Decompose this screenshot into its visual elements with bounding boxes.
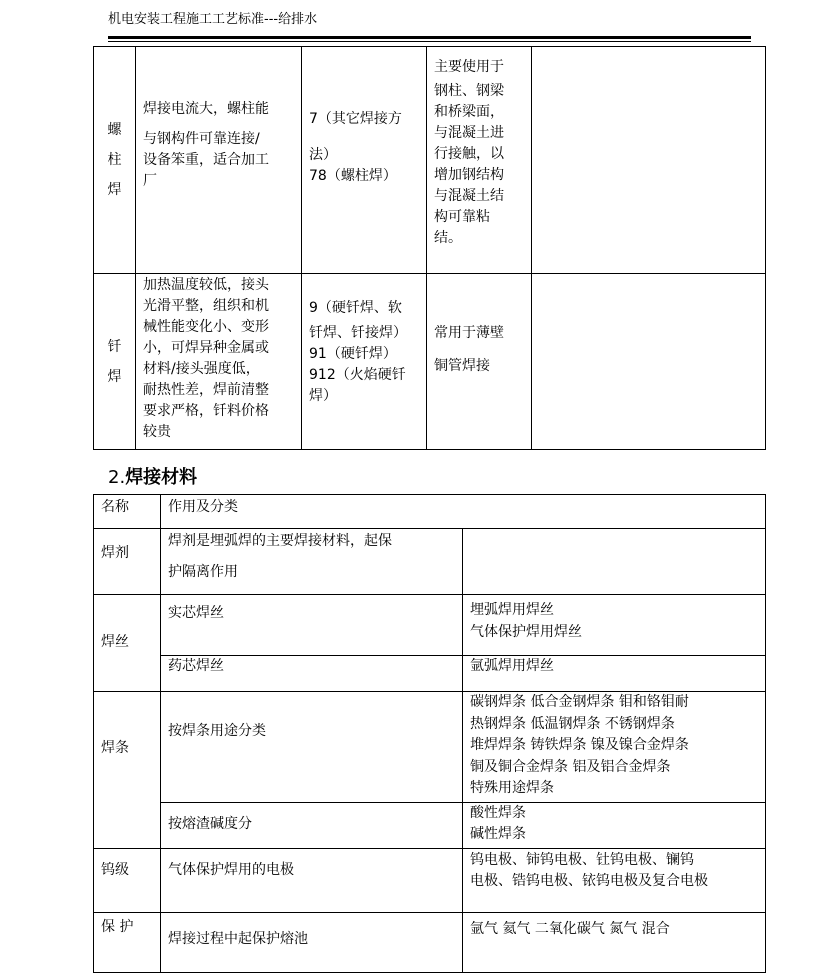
rod-by-use-cell: 按焊条用途分类 (161, 692, 463, 803)
codes-line: 钎焊、钎接焊） (309, 325, 407, 341)
rod-by-slag-items-cell (463, 802, 766, 848)
features-line: 要求严格，钎料价格 (143, 403, 269, 419)
rod-item-line: 酸性焊条 (470, 804, 526, 821)
gas-items-cell: 氩气 氦气 二氧化碳气 氮气 混合 (463, 912, 766, 972)
usage-cell (427, 274, 532, 450)
features-line: 焊接电流大，螺柱能 (143, 101, 269, 117)
table-row (94, 656, 766, 692)
codes-line: 9（硬钎焊、软 (309, 300, 402, 316)
table-row (94, 912, 766, 972)
flux-name-cell: 焊剂 (94, 529, 161, 595)
rod-item-line: 特殊用途焊条 (470, 780, 554, 796)
codes-line: 78（螺柱焊） (309, 168, 397, 184)
features-line: 较贵 (143, 424, 171, 440)
wire-name-cell: 焊丝 (94, 595, 161, 692)
usage-line: 构可靠粘 (434, 209, 490, 225)
gas-desc-cell: 焊接过程中起保护熔池 (161, 912, 463, 972)
rod-by-slag-cell: 按熔渣碱度分 (161, 802, 463, 848)
table-row (94, 495, 766, 529)
method-char: 柱 (107, 152, 122, 168)
features-line: 械性能变化小、变形 (143, 319, 269, 335)
features-line: 设备笨重，适合加工 (143, 152, 269, 168)
flux-desc-line: 焊剂是埋弧焊的主要焊接材料，起保 (168, 533, 392, 549)
header-rule-thin (108, 41, 751, 42)
empty-cell (532, 47, 766, 274)
method-char: 螺 (107, 122, 122, 138)
codes-line: 91（硬钎焊） (309, 346, 397, 362)
gas-name-cell: 保 护 (94, 912, 161, 972)
usage-line: 增加钢结构 (434, 167, 504, 183)
table-row (94, 47, 766, 274)
flux-desc-cell (161, 529, 463, 595)
tungsten-desc-cell: 气体保护焊用的电极 (161, 848, 463, 912)
rod-item-line: 碱性焊条 (470, 826, 526, 842)
table-row (94, 848, 766, 912)
features-line: 小，可焊异种金属或 (143, 340, 269, 356)
header-name-cell: 名称 (94, 495, 161, 529)
codes-line: 法） (309, 147, 337, 163)
usage-line: 钢柱、钢梁 (434, 83, 504, 99)
usage-line: 行接触，以 (434, 146, 504, 162)
usage-line: 结。 (434, 230, 462, 246)
usage-line: 主要使用于 (434, 59, 504, 75)
tungsten-item-line: 钨电极、铈钨电极、钍钨电极、镧钨 (470, 851, 694, 868)
section-title (108, 466, 197, 490)
usage-line: 和桥梁面， (434, 104, 504, 120)
cored-wire-uses-cell: 氩弧焊用焊丝 (463, 656, 766, 692)
wire-use-line: 气体保护焊用焊丝 (470, 623, 582, 640)
features-line: 与钢构件可靠连接/ (143, 131, 260, 147)
empty-cell (463, 529, 766, 595)
rod-by-use-items-cell (463, 692, 766, 803)
usage-line: 与混凝土进 (434, 125, 504, 141)
section-number: 2. (108, 467, 126, 488)
codes-line: 912（火焰硬钎 (309, 367, 406, 383)
rod-name-cell: 焊条 (94, 692, 161, 849)
method-cell (94, 47, 136, 274)
section-title-text: 焊接材料 (125, 467, 198, 488)
table-row (94, 802, 766, 848)
rod-item-line: 热钢焊条 低温钢焊条 不锈钢焊条 (470, 715, 675, 732)
table-row (94, 692, 766, 803)
method-char: 焊 (107, 182, 122, 198)
flux-desc-line: 护隔离作用 (168, 563, 238, 580)
usage-line: 铜管焊接 (434, 358, 490, 374)
solid-wire-uses-cell (463, 595, 766, 656)
usage-line: 常用于薄壁 (434, 325, 504, 341)
tungsten-items-cell (463, 848, 766, 912)
header-desc-cell: 作用及分类 (161, 495, 766, 529)
codes-cell (302, 47, 427, 274)
features-line: 耐热性差，焊前清整 (143, 382, 269, 398)
codes-cell (302, 274, 427, 450)
wire-use-line: 埋弧焊用焊丝 (470, 602, 554, 618)
tungsten-name-cell: 钨级 (94, 848, 161, 912)
cored-wire-cell: 药芯焊丝 (161, 656, 463, 692)
table-row (94, 595, 766, 656)
features-line: 厂 (143, 173, 157, 189)
rod-item-line: 碳钢焊条 低合金钢焊条 钼和铬钼耐 (470, 694, 689, 710)
header-rule-thick (108, 36, 751, 39)
empty-cell (532, 274, 766, 450)
table-row (94, 274, 766, 450)
welding-materials-table (93, 494, 766, 973)
rod-item-line: 铜及铜合金焊条 铝及铝合金焊条 (470, 758, 671, 775)
rod-item-line: 堆焊焊条 铸铁焊条 镍及镍合金焊条 (470, 737, 689, 753)
codes-line: 7（其它焊接方 (309, 111, 402, 127)
codes-line: 焊） (309, 388, 337, 404)
usage-line: 与混凝土结 (434, 188, 504, 204)
features-line: 材料/接头强度低， (143, 361, 260, 377)
method-cell (94, 274, 136, 450)
method-char: 焊 (107, 368, 122, 385)
method-char: 钎 (107, 338, 122, 355)
tungsten-item-line: 电极、锆钨电极、铱钨电极及复合电极 (470, 873, 708, 889)
solid-wire-cell: 实芯焊丝 (161, 595, 463, 656)
features-cell (136, 274, 302, 450)
usage-cell (427, 47, 532, 274)
page-header-title: 机电安装工程施工工艺标准---给排水 (108, 12, 318, 27)
features-line: 光滑平整，组织和机 (143, 298, 269, 314)
features-cell (136, 47, 302, 274)
table-row (94, 529, 766, 595)
features-line: 加热温度较低，接头 (143, 277, 269, 293)
welding-method-table (93, 46, 766, 450)
